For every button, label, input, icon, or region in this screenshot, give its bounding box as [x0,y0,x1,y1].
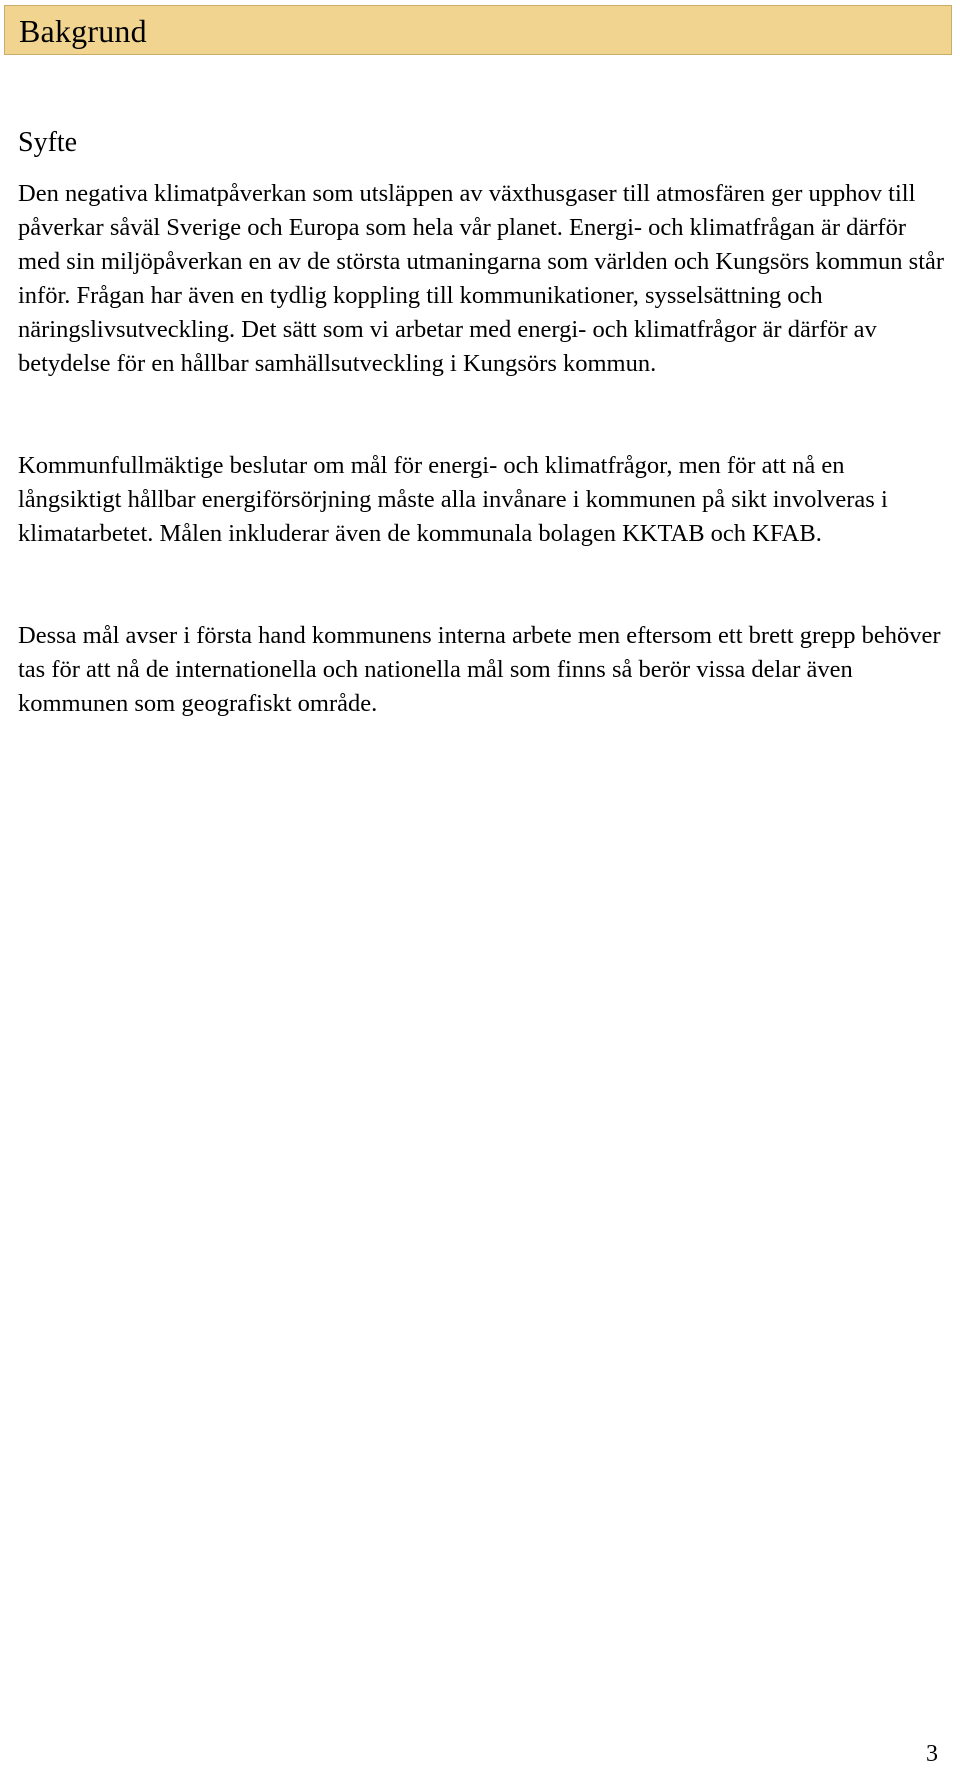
page-number: 3 [926,1741,938,1767]
paragraph-scope: Dessa mål avser i första hand kommunens interna arbete men eftersom ett brett grepp behöver tas för att nå de internationella och nationella mål som finns så berör vissa delar även kommunen som geografiskt område. [18,622,941,717]
section-title: Syfte [18,127,78,158]
paragraph-purpose: Den negativa klimatpåverkan som utsläppen av växthusgaser till atmosfären ger upphov till påverkar såväl Sverige och Europa som hela vår planet. Energi- och klimatfrågan är därför med sin miljöpåverkan en av de största utmaningarna som världen och Kungsörs kommun står inför. Frågan har även en tydlig koppling till kommunikationer, sysselsättning och näringslivsutveckling. Det sätt som vi arbetar med energi- och klimatfrågor är därför av betydelse för en hållbar samhällsutveckling i Kungsörs kommun. [18,180,945,377]
page-heading: Bakgrund [19,13,147,49]
paragraph-council: Kommunfullmäktige beslutar om mål för energi- och klimatfrågor, men för att nå en långsiktigt hållbar energiförsörjning måste alla invånare i kommunen på sikt involveras i klimatarbetet. Målen inkluderar även de kommunala bolagen KKTAB och KFAB. [18,452,888,547]
section-heading-bar [4,5,952,55]
